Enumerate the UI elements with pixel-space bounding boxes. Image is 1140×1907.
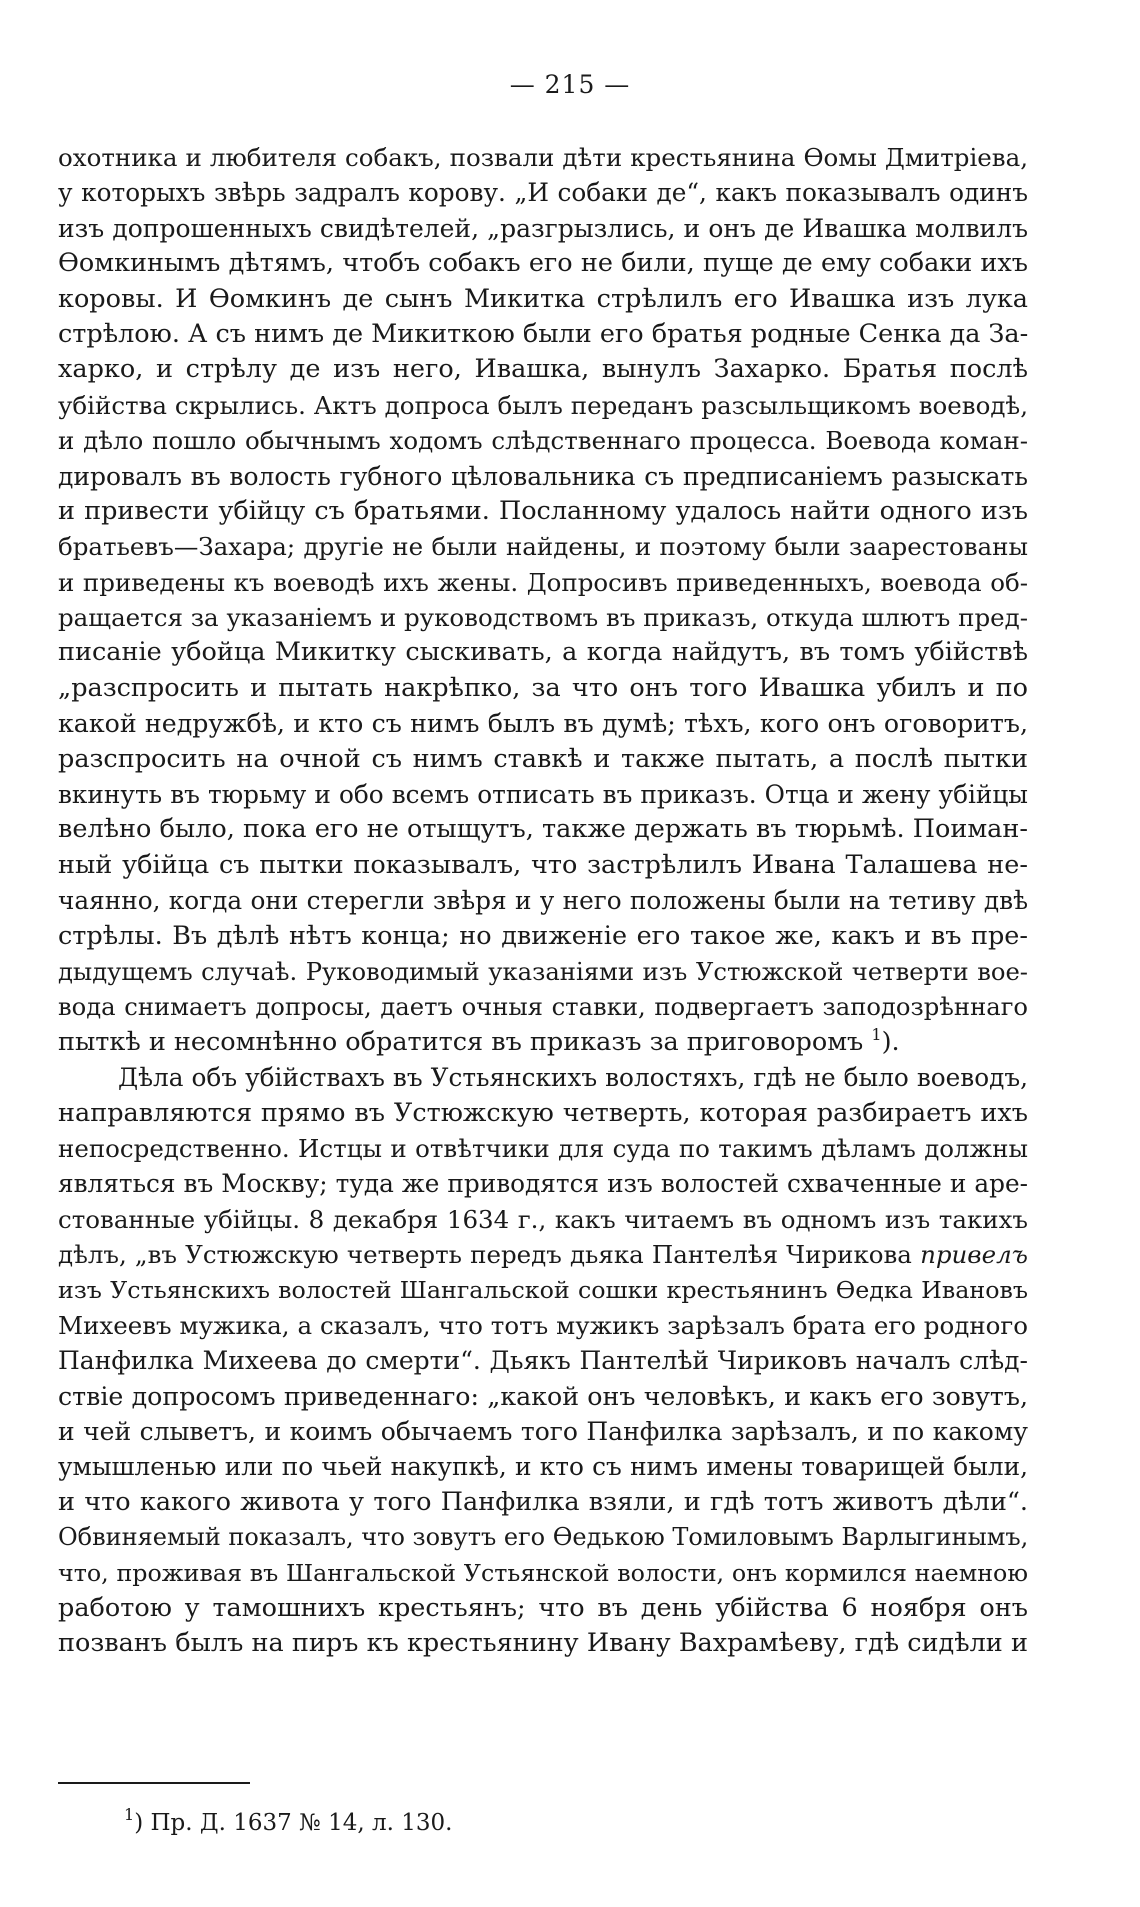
text-line: убійства скрылись. Актъ допроса былъ переданъ разсыльщикомъ воеводѣ,: [58, 390, 1028, 420]
text-line-paragraph-start: Дѣла объ убійствахъ въ Устьянскихъ волостяхъ, гдѣ не было воеводъ,: [118, 1063, 1028, 1093]
page-number: — 215 —: [509, 70, 631, 99]
text-line: изъ Устьянскихъ волостей Шангальской сошки крестьянинъ Ѳедка Ивановъ: [58, 1275, 1028, 1304]
text-line: изъ допрошенныхъ свидѣтелей, „разгрызлись, и онъ де Ивашка молвилъ: [58, 213, 1028, 243]
footnote-separator: [58, 1782, 250, 1784]
footnote-text: ) Пр. Д. 1637 № 14, л. 130.: [134, 1810, 453, 1836]
text-segment: пыткѣ и несомнѣнно обратится въ приказъ за приговоромъ: [58, 1026, 864, 1057]
text-line: разспросить на очной съ нимъ ставкѣ и также пытать, а послѣ пытки: [58, 743, 1028, 774]
text-line: умышленью или по чьей накупкѣ, и кто съ нимъ имены товарищей были,: [58, 1452, 1028, 1482]
text-line: братьевъ—Захара; другіе не были найдены, и поэтому были заарестованы: [58, 532, 1028, 562]
text-line: чаянно, когда они стерегли звѣря и у него положены были на тетиву двѣ: [58, 886, 1028, 916]
text-line: позванъ былъ на пиръ къ крестьянину Ивану Вахрамѣеву, гдѣ сидѣли и: [58, 1628, 1028, 1659]
text-line: и что какого живота у того Панфилка взяли, и гдѣ тотъ животъ дѣли“.: [58, 1486, 1028, 1517]
text-line: ный убійца съ пытки показывалъ, что застрѣлилъ Ивана Талашева не-: [58, 849, 1028, 880]
text-line: и приведены къ воеводѣ ихъ жены. Допросивъ приведенныхъ, воевода об-: [58, 567, 1028, 597]
text-line: Обвиняемый показалъ, что зовутъ его Ѳедькою Томиловымъ Варлыгинымъ,: [58, 1523, 1029, 1552]
text-line: работою у тамошнихъ крестьянъ; что въ день убійства 6 ноября онъ: [58, 1593, 1028, 1624]
text-line: непосредственно. Истцы и отвѣтчики для суда по такимъ дѣламъ должны: [58, 1133, 1028, 1163]
text-line: „разспросить и пытать накрѣпко, за что онъ того Ивашка убилъ и по: [58, 672, 1028, 703]
text-line: дировалъ въ волость губного цѣловальника съ предписаніемъ разыскать: [58, 461, 1028, 491]
text-line: коровы. И Ѳомкинъ де сынъ Микитка стрѣлилъ его Ивашка изъ лука: [58, 283, 1028, 314]
footnote-ref: 1: [871, 1024, 882, 1044]
text-line-with-italic: [58, 1237, 1028, 1272]
text-line: что, проживая въ Шангальской Устьянской волости, онъ кормился наемною: [58, 1558, 1028, 1587]
text-line: у которыхъ звѣрь задралъ корову. „И собаки де“, какъ показывалъ одинъ: [58, 178, 1028, 208]
text-line: и чей слыветъ, и коимъ обычаемъ того Панфилка зарѣзалъ, и по какому: [58, 1417, 1028, 1447]
text-segment: дѣлъ, „въ Устюжскую четверть передъ дьяка Пантелѣя Чирикова: [58, 1240, 912, 1270]
text-segment: ).: [881, 1026, 900, 1057]
text-line: охотника и любителя собакъ, позвали дѣти крестьянина Ѳомы Дмитріева,: [58, 143, 1028, 172]
text-line: дыдущемъ случаѣ. Руководимый указаніями изъ Устюжской четверти вое-: [58, 956, 1028, 986]
text-line: писаніе убойца Микитку сыскивать, а когда найдутъ, въ томъ убійствѣ: [58, 637, 1028, 668]
main-text: [58, 140, 1028, 1662]
text-line: и дѣло пошло обычнымъ ходомъ слѣдственнаго процесса. Воевода коман-: [58, 426, 1028, 456]
footnote-marker: 1: [124, 1805, 135, 1824]
text-line: и привести убійцу съ братьями. Посланному удалось найти одного изъ: [58, 495, 1028, 526]
italic-word: привелъ: [920, 1240, 1028, 1270]
text-line: вкинуть въ тюрьму и обо всемъ отписать въ приказъ. Отца и жену убійцы: [58, 780, 1028, 810]
text-line: ствіе допросомъ приведеннаго: „какой онъ человѣкъ, и какъ его зовутъ,: [58, 1381, 1028, 1411]
text-line-paragraph-end: [58, 1025, 1028, 1060]
text-line: Панфилка Михеева до смерти“. Дьякъ Пантелѣй Чириковъ началъ слѣд-: [58, 1346, 1028, 1376]
text-line: ращается за указаніемъ и руководствомъ въ приказъ, откуда шлютъ пред-: [58, 603, 1028, 633]
footnote: [124, 1805, 453, 1838]
text-line: стрѣлы. Въ дѣлѣ нѣтъ конца; но движеніе его такое же, какъ и въ пре-: [58, 920, 1028, 951]
text-line: стованные убійцы. 8 декабря 1634 г., какъ читаемъ въ одномъ изъ такихъ: [58, 1204, 1028, 1234]
text-line: являться въ Москву; туда же приводятся изъ волостей схваченные и аре-: [58, 1169, 1028, 1199]
text-line: стрѣлою. А съ нимъ де Микиткою были его братья родные Сенка да За-: [58, 318, 1029, 349]
text-line: харко, и стрѣлу де изъ него, Ивашка, вынулъ Захарко. Братья послѣ: [58, 354, 1028, 385]
text-line: какой недружбѣ, и кто съ нимъ былъ въ думѣ; тѣхъ, кого онъ оговоритъ,: [58, 709, 1028, 739]
text-line: вода снимаетъ допросы, даетъ очныя ставки, подвергаетъ заподозрѣннаго: [58, 992, 1028, 1022]
text-line: Михеевъ мужика, а сказалъ, что тотъ мужикъ зарѣзалъ брата его родного: [58, 1310, 1028, 1340]
text-line: направляются прямо въ Устюжскую четверть, которая разбираетъ ихъ: [58, 1097, 1028, 1128]
text-line: велѣно было, пока его не отыщутъ, также держать въ тюрьмѣ. Поиман-: [58, 814, 1028, 845]
text-line: Ѳомкинымъ дѣтямъ, чтобъ собакъ его не били, пуще де ему собаки ихъ: [58, 248, 1028, 279]
